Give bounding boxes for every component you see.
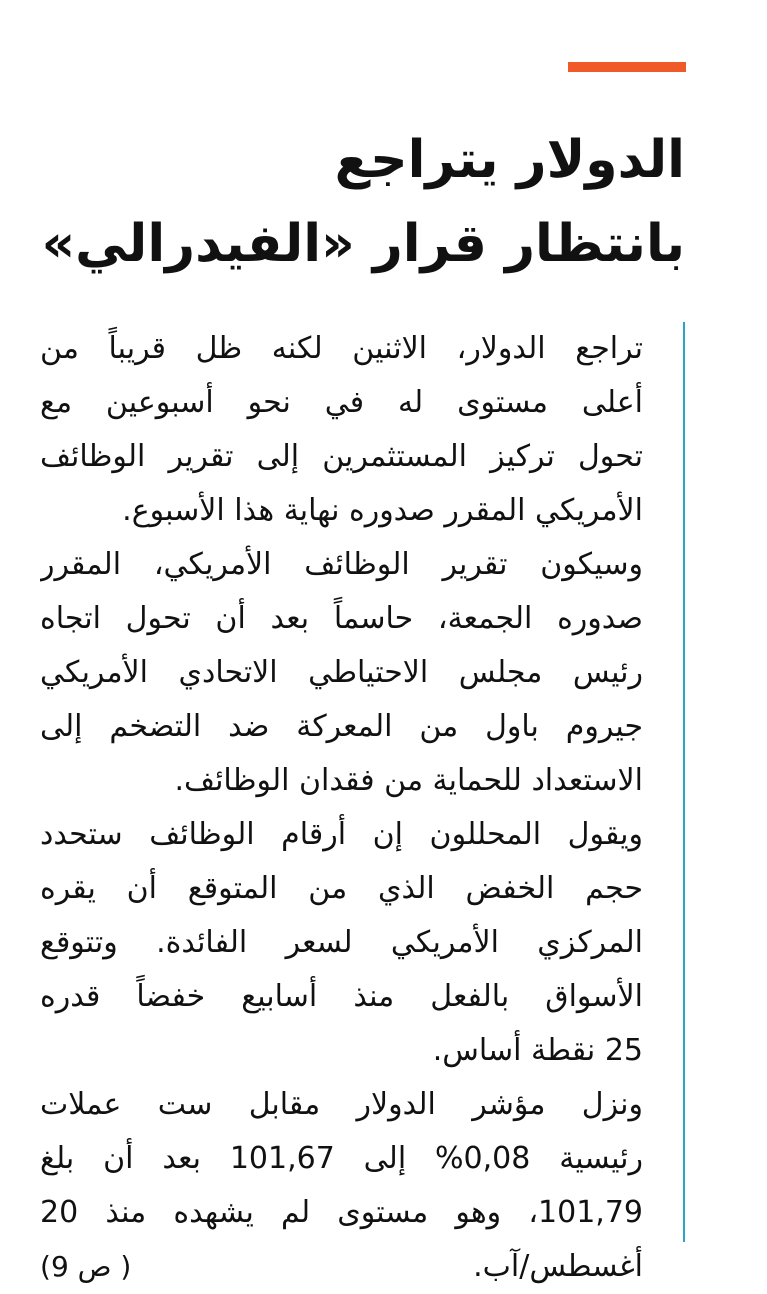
body-line: 25 نقطة أساس.: [432, 1033, 643, 1068]
body-line: تحول تركيز المستثمرين إلى تقرير الوظائف: [40, 439, 643, 474]
article-body: [40, 322, 685, 1284]
body-line-final: أغسطس/آب.: [473, 1249, 643, 1284]
body-line: أعلى مستوى له في نحو أسبوعين مع: [40, 385, 643, 420]
body-line: الأمريكي المقرر صدوره نهاية هذا الأسبوع.: [122, 493, 643, 528]
body-line: حجم الخفض الذي من المتوقع أن يقره: [40, 871, 643, 906]
body-line: صدوره الجمعة، حاسماً بعد أن تحول اتجاه: [40, 601, 643, 636]
body-line: ويقول المحللون إن أرقام الوظائف ستحدد: [40, 817, 643, 852]
final-row: [40, 1240, 643, 1294]
headline-line-1: الدولار يتراجع: [334, 130, 685, 190]
body-line: الأسواق بالفعل منذ أسابيع خفضاً قدره: [40, 979, 643, 1014]
body-line: وسيكون تقرير الوظائف الأمريكي، المقرر: [40, 547, 643, 582]
headline: [41, 118, 685, 286]
body-line: جيروم باول من المعركة ضد التضخم إلى: [40, 709, 643, 744]
body-line: الاستعداد للحماية من فقدان الوظائف.: [174, 763, 643, 798]
body-line: رئيسية 0,08% إلى 101,67 بعد أن بلغ: [40, 1141, 643, 1176]
body-line: 101,79، وهو مستوى لم يشهده منذ 20: [40, 1195, 643, 1230]
accent-bar: [568, 62, 686, 72]
body-line: رئيس مجلس الاحتياطي الاتحادي الأمريكي: [40, 655, 643, 690]
body-line: تراجع الدولار، الاثنين لكنه ظل قريباً من: [40, 331, 643, 366]
body-line: المركزي الأمريكي لسعر الفائدة. وتتوقع: [40, 925, 643, 960]
page-reference: ( ص 9): [40, 1250, 132, 1283]
headline-line-2: بانتظار قرار «الفيدرالي»: [41, 214, 685, 274]
body-line: ونزل مؤشر الدولار مقابل ست عملات: [40, 1087, 643, 1122]
